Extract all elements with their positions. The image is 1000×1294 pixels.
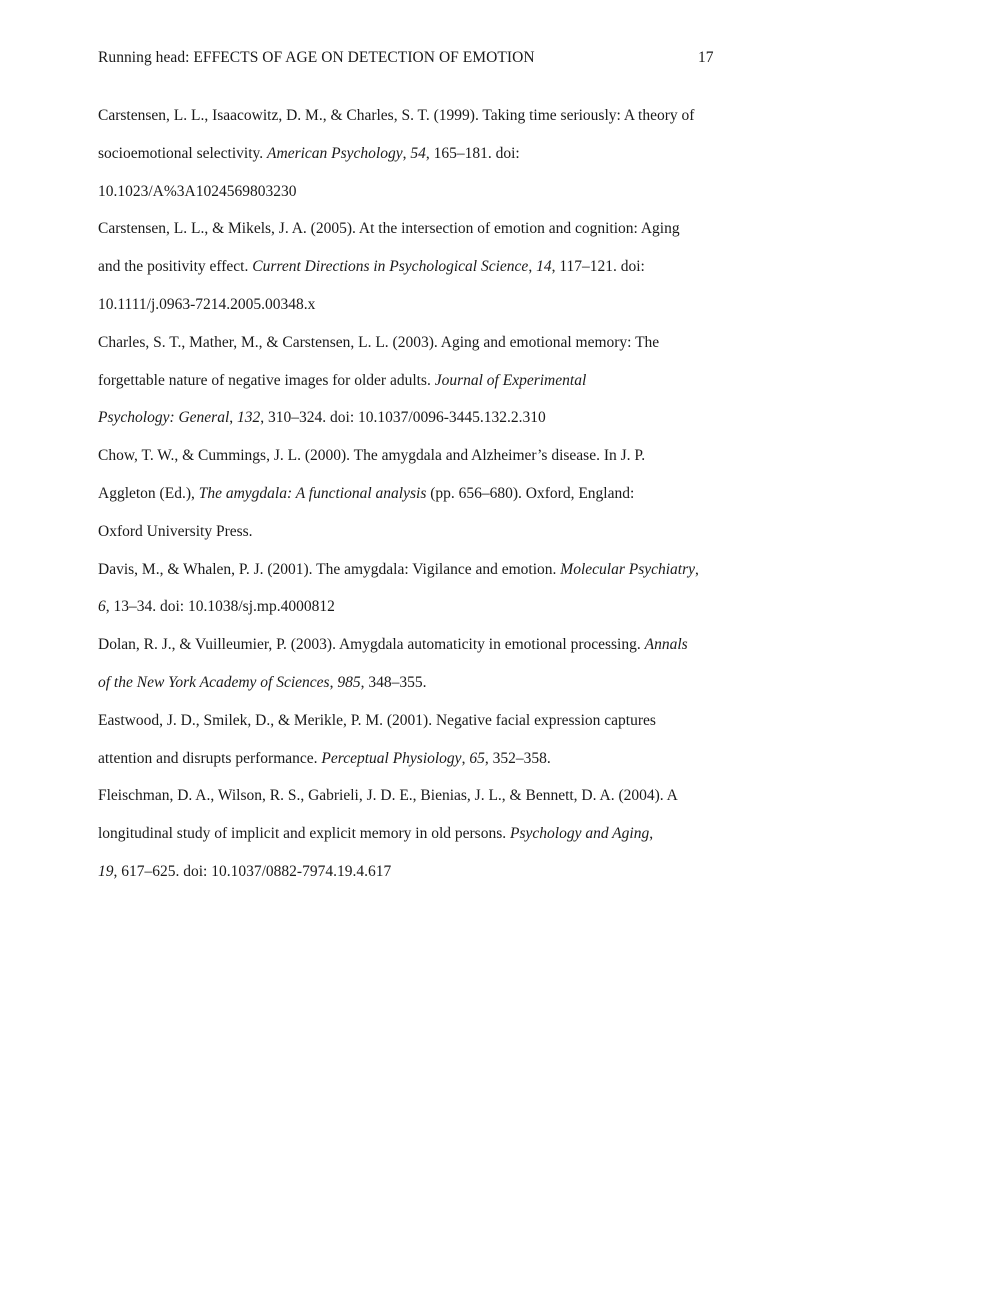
reference-italic-text: 19 [98,862,114,880]
reference-line [98,513,748,551]
reference-text: longitudinal study of implicit and explicit memory in old persons. [98,825,510,843]
reference-text: , [528,258,537,276]
reference-text: , [461,749,470,767]
reference-text: Aggleton (Ed.), [98,484,199,502]
reference-text: Davis, M., & Whalen, P. J. (2001). The amygdala: Vigilance and emotion. [98,560,561,578]
reference-text: , [402,144,411,162]
reference-text: Eastwood, J. D., Smilek, D., & Merikle, P. M. (2001). Negative facial expression captures [98,711,656,729]
reference-text: 10.1111/j.0963-7214.2005.00348.x [98,295,316,313]
reference-line [98,664,748,702]
reference-line [98,740,748,778]
reference-text: , 13–34. doi: 10.1038/sj.mp.4000812 [105,598,335,616]
reference-text: Charles, S. T., Mather, M., & Carstensen, L. L. (2003). Aging and emotional memory: The [98,333,660,351]
reference-text: , [229,409,238,427]
reference-text: 10.1023/A%3A1024569803230 [98,182,297,200]
reference-line [98,362,748,400]
reference-entry [98,210,748,323]
reference-entry [98,437,748,550]
reference-italic-text: 6 [98,598,106,616]
reference-line [98,173,748,211]
reference-text: Chow, T. W., & Cummings, J. L. (2000). The amygdala and Alzheimer’s disease. In J. P. [98,447,646,465]
reference-entry [98,324,748,437]
reference-text: , 352–358. [484,749,551,767]
reference-italic-text: Psychology and Aging [510,825,650,843]
reference-line [98,248,748,286]
reference-line [98,588,748,626]
reference-line [98,853,748,891]
reference-line [98,135,748,173]
reference-line [98,551,748,589]
reference-entry [98,97,748,210]
reference-text: , 617–625. doi: 10.1037/0882-7974.19.4.617 [113,862,392,880]
reference-text: Oxford University Press. [98,522,253,540]
reference-italic-text: American Psychology [267,144,403,162]
reference-text: socioemotional selectivity. [98,144,268,162]
reference-line [98,626,748,664]
reference-text: , 165–181. doi: [425,144,520,162]
reference-text: Carstensen, L. L., & Mikels, J. A. (2005). At the intersection of emotion and cognition: Aging [98,220,680,238]
reference-entry [98,551,748,627]
reference-text: (pp. 656–680). Oxford, England: [426,484,635,502]
reference-line [98,702,748,740]
reference-italic-text: Perceptual Physiology [321,749,462,767]
running-head: Running head: EFFECTS OF AGE ON DETECTION OF EMOTION [98,49,535,66]
reference-italic-text: Psychology: General [98,409,230,427]
reference-text: , 348–355. [360,673,427,691]
reference-line [98,324,748,362]
reference-line [98,97,748,135]
reference-entry [98,777,748,890]
reference-text: , 117–121. doi: [551,258,645,276]
reference-italic-text: 65 [469,749,485,767]
reference-text: Fleischman, D. A., Wilson, R. S., Gabrieli, J. D. E., Bienias, J. L., & Bennett, D. A. (2004). A [98,787,678,805]
reference-text: Carstensen, L. L., Isaacowitz, D. M., & Charles, S. T. (1999). Taking time seriously: A theory of [98,107,695,124]
reference-text: , [695,560,699,578]
reference-line [98,399,748,437]
reference-italic-text: 985 [337,673,361,691]
page-number: 17 [698,49,714,66]
reference-line [98,475,748,513]
reference-line [98,777,748,815]
reference-italic-text: Journal of Experimental [434,371,587,389]
reference-text: , [649,825,654,843]
reference-italic-text: 14 [536,258,552,276]
reference-text: forgettable nature of negative images for older adults. [98,371,435,389]
reference-entry [98,626,748,702]
reference-italic-text: of the New York Academy of Sciences [98,673,330,691]
reference-line [98,437,748,475]
reference-italic-text: Molecular Psychiatry [560,560,696,578]
reference-text: attention and disrupts performance. [98,749,322,767]
reference-line [98,210,748,248]
reference-text: , 310–324. doi: 10.1037/0096-3445.132.2.310 [260,409,546,427]
reference-list [98,97,748,891]
reference-italic-text: Current Directions in Psychological Science [252,258,529,276]
reference-text: Dolan, R. J., & Vuilleumier, P. (2003). Amygdala automaticity in emotional processing. [98,636,645,654]
reference-line [98,815,748,853]
reference-entry [98,702,748,778]
reference-italic-text: 54 [410,144,426,162]
reference-text: and the positivity effect. [98,258,253,276]
reference-line [98,286,748,324]
reference-italic-text: The amygdala: A functional analysis [198,484,427,502]
reference-italic-text: 132 [237,409,261,427]
reference-text: , [329,673,338,691]
reference-italic-text: Annals [644,636,688,654]
